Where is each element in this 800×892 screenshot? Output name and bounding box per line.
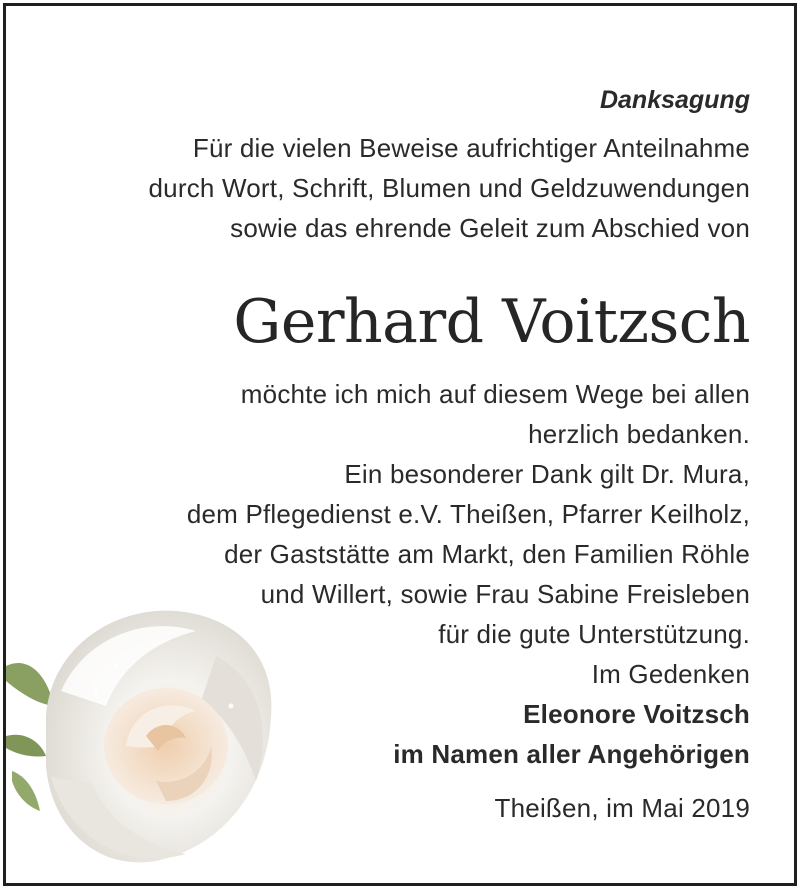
thanks-line: und Willert, sowie Frau Sabine Freisleben — [260, 579, 750, 609]
intro-line: Für die vielen Beweise aufrichtiger Anteilnahme — [192, 133, 750, 163]
memorial-line: Im Gedenken — [591, 659, 750, 689]
thanks-line: möchte ich mich auf diesem Wege bei allen — [240, 379, 750, 409]
intro-line: durch Wort, Schrift, Blumen und Geldzuwendungen — [148, 173, 750, 203]
deceased-name: Gerhard Voitzsch — [233, 287, 750, 357]
signer-name: Eleonore Voitzsch — [523, 699, 750, 729]
thanks-line: Ein besonderer Dank gilt Dr. Mura, — [344, 459, 750, 489]
notice-heading: Danksagung — [599, 86, 750, 114]
thanks-line: dem Pflegedienst e.V. Theißen, Pfarrer Keilholz, — [186, 499, 750, 529]
signer-note: im Namen aller Angehörigen — [393, 739, 750, 769]
thanks-line: herzlich bedanken. — [528, 419, 750, 449]
intro-line: sowie das ehrende Geleit zum Abschied von — [230, 213, 750, 243]
thanks-line: für die gute Unterstützung. — [438, 619, 750, 649]
obituary-notice — [3, 3, 797, 886]
place-date: Theißen, im Mai 2019 — [494, 793, 750, 823]
white-rose-icon — [6, 596, 306, 886]
thanks-line: der Gaststätte am Markt, den Familien Röhle — [224, 539, 750, 569]
